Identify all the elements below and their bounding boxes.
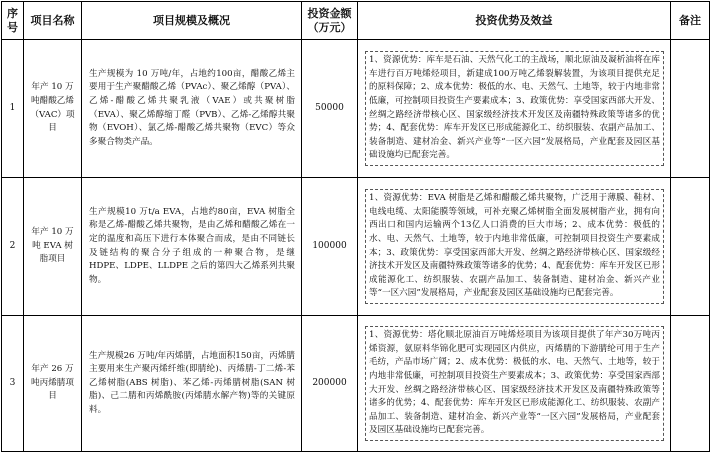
- project-name: 年产 10 万吨 EVA 树脂项目: [24, 178, 82, 316]
- investment-projects-table: [1, 1, 710, 452]
- project-scale: 生产规模26 万吨/年丙烯腈，占地面积150亩，丙烯腈主要用来生产聚丙烯纤维(即腈纶)、丙烯腈-丁二烯-苯乙烯树脂(ABS 树脂)、苯乙烯-丙烯腈树脂(SAN 树脂)、己二腈和丙烯酰胺(丙烯腈水解产物)等的关键原料。: [82, 316, 302, 452]
- project-scale: 生产规模10 万t/a EVA，占地约80亩，EVA 树脂全称是乙烯-醋酸乙烯共聚物，是由乙烯和醋酸乙烯在一定的温度和高压下进行本体聚合而成，是由不同链长及链结构的聚合分子组成的一种聚合物，是继 HDPE、LDPE、LLDPE 之后的第四大乙烯系列共聚物。: [82, 178, 302, 316]
- project-remarks: [671, 316, 710, 452]
- advantages-text: 1、资源优势：塔化顺北原油百万吨烯烃项目为该项目提供了年产30万吨丙烯资源，氨原料华锦化肥可实现园区内供应，丙烯腈的下游腈纶可用于生产毛纺，产品市场广阔；2、成本优势：极低的水、电、天然气、土地等，较于内地非常低廉，可控制项目投资生产要素成本；3、政策优势：享受国家西部大开发、丝绸之路经济带核心区、国家级经济技术开发区及南疆特殊政策等诸多的优势；4、配套优势：库车开发区已形成能源化工、纺织服装、农副产品加工、装备制造、建材冶金、新兴产业等“一区六园”发展格局，产业配套及园区基础设施均已配套完善。: [365, 326, 664, 441]
- investment-amount: 100000: [302, 178, 358, 316]
- header-name: 项目名称: [24, 2, 82, 40]
- investment-amount: 200000: [302, 316, 358, 452]
- header-scale: 项目规模及概况: [82, 2, 302, 40]
- table-row: [2, 178, 710, 316]
- project-remarks: [671, 40, 710, 178]
- header-investment: 投资金额（万元）: [302, 2, 358, 40]
- project-name: 年产 26 万吨丙烯腈项目: [24, 316, 82, 452]
- header-no: 序号: [2, 2, 24, 40]
- project-advantages: [358, 316, 671, 452]
- header-advantages: 投资优势及效益: [358, 2, 671, 40]
- project-scale: 生产规模为 10 万吨/年，占地约100亩，醋酸乙烯主要用于生产聚醋酸乙烯（PVAc）、聚乙烯醇（PVA）、乙烯-醋酸乙烯共聚乳液（VAE）或共聚树脂（EVA）、聚乙烯醇缩丁醛（PVB）、乙烯-乙烯醇共聚物（EVOH）、氯乙烯-醋酸乙烯共聚物（EVC）等众多聚合物类产品。: [82, 40, 302, 178]
- investment-amount: 50000: [302, 40, 358, 178]
- project-advantages: [358, 178, 671, 316]
- project-name: 年产 10 万吨醋酸乙烯（VAC）项目: [24, 40, 82, 178]
- table-row: [2, 316, 710, 452]
- advantages-text: 1、资源优势：库车是石油、天然气化工的主战场，顺北原油及凝析油将在库车进行百万吨烯烃项目，新建成100万吨乙烯裂解装置，为该项目提供充足的原料保障；2、成本优势：极低的水、电、天然气、土地等，较于内地非常低廉，可控制项目投资生产要素成本；3、政策优势：享受国家西部大开发、丝绸之路经济带核心区、国家级经济技术开发区及南疆特殊政策等诸多的优势；4、配套优势：库车开发区已形成能源化工、纺织服装、农副产品加工、装备制造、建材冶金、新兴产业等“一区六园”发展格局，产业配套及园区基础设施均已配套完善。: [365, 51, 664, 166]
- row-number: 2: [2, 178, 24, 316]
- project-remarks: [671, 178, 710, 316]
- project-advantages: [358, 40, 671, 178]
- row-number: 1: [2, 40, 24, 178]
- header-remarks: 备注: [671, 2, 710, 40]
- table-row: [2, 40, 710, 178]
- advantages-text: 1、资源优势：EVA 树脂是乙烯和醋酸乙烯共聚物，广泛用于薄膜、鞋材、电线电缆、太阳能膜等领域，可补充聚乙烯树脂全面发展树脂产业，拥有向西出口和国内运输两个13亿人口消费的巨大市场；2、成本优势：极低的水、电、天然气、土地等，较于内地非常低廉，可控制项目投资生产要素成本；3、政策优势：享受国家西部大开发、丝绸之路经济带核心区、国家级经济技术开发区及南疆特殊政策等诸多的优势；4、配套优势：库车开发区已形成能源化工、纺织服装、农副产品加工、装备制造、建材冶金、新兴产业等“一区六园”发展格局，产业配套及园区基础设施均已配套完善。: [365, 189, 664, 304]
- row-number: 3: [2, 316, 24, 452]
- table-header-row: [2, 2, 710, 40]
